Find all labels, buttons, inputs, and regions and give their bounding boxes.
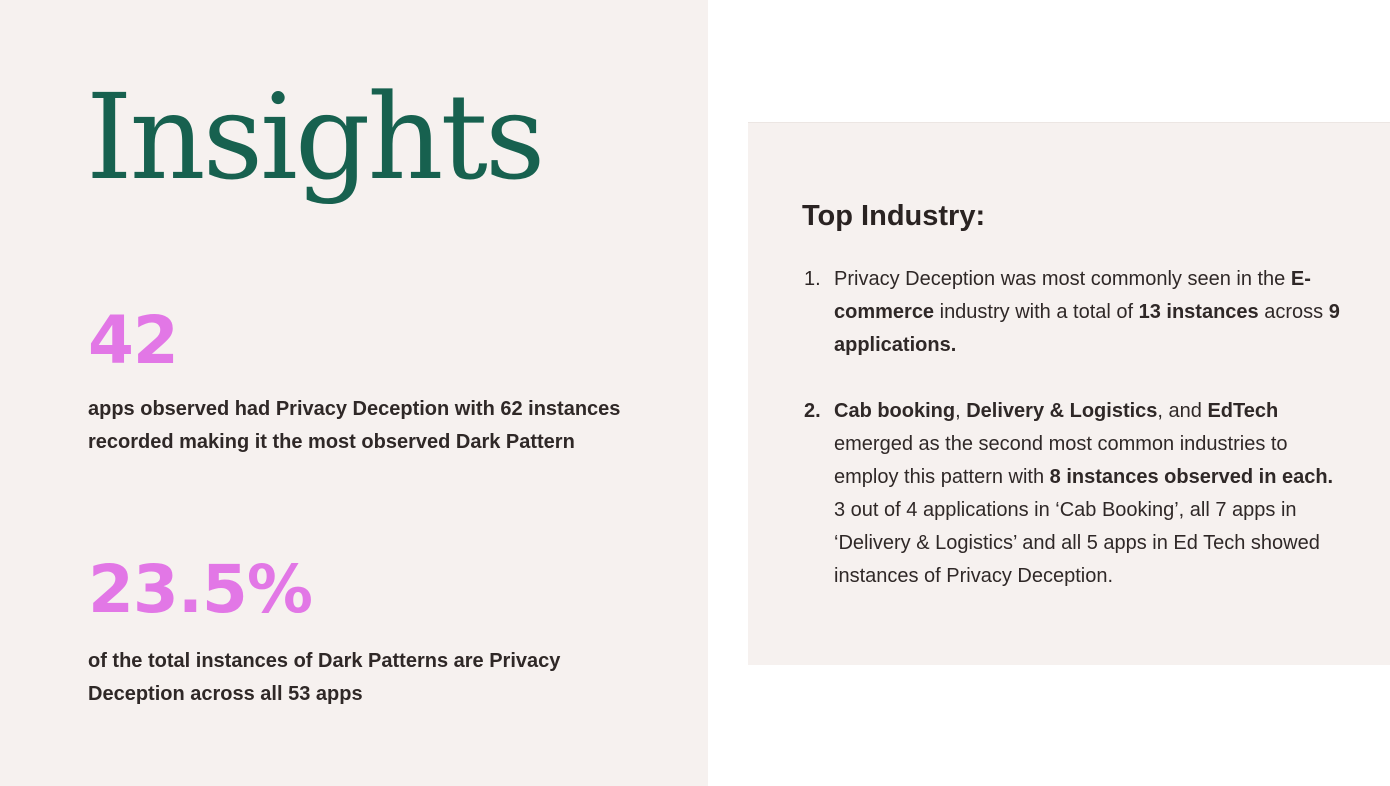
- item-text: ,: [955, 400, 967, 422]
- stat-apps-count: 42: [88, 302, 178, 379]
- stat-percentage-description: of the total instances of Dark Patterns are Privacy Deception across all 53 apps: [88, 650, 561, 705]
- item-text: emerged as the second most common industries to employ this pattern with: [834, 433, 1288, 488]
- item-bold-industry: EdTech: [1207, 400, 1279, 422]
- list-number: 1.: [804, 268, 821, 290]
- card-heading: Top Industry:: [802, 200, 986, 232]
- top-industry-card: [748, 122, 1390, 665]
- page-title: Insights: [86, 68, 543, 206]
- stat-percentage: 23.5%: [88, 551, 312, 628]
- industry-list: [804, 263, 1344, 593]
- item-bold-instances: 13 instances: [1138, 301, 1259, 323]
- industry-list-item: [804, 395, 1344, 593]
- item-text: industry with a total of: [934, 301, 1139, 323]
- item-bold-instances: 8 instances observed in each.: [1049, 466, 1334, 488]
- item-text: Privacy Deception was most commonly seen in the: [834, 268, 1291, 290]
- stat-apps-description: apps observed had Privacy Deception with 62 instances recorded making it the most observed Dark Pattern: [88, 398, 621, 453]
- item-text: 3 out of 4 applications in ‘Cab Booking’, all 7 apps in ‘Delivery & Logistics’ and all 5 apps in Ed Tech showed instances of Privacy Deception.: [834, 499, 1320, 587]
- item-bold-industry: Cab booking: [834, 400, 956, 422]
- industry-list-item: [804, 263, 1344, 362]
- item-text: across: [1258, 301, 1329, 323]
- item-bold-industry: Delivery & Logistics: [966, 400, 1158, 422]
- item-bold-applications: 9 applications.: [834, 301, 1340, 356]
- item-text: , and: [1157, 400, 1208, 422]
- item-bold-industry: E-commerce: [834, 268, 1311, 323]
- list-number: 2.: [804, 400, 821, 422]
